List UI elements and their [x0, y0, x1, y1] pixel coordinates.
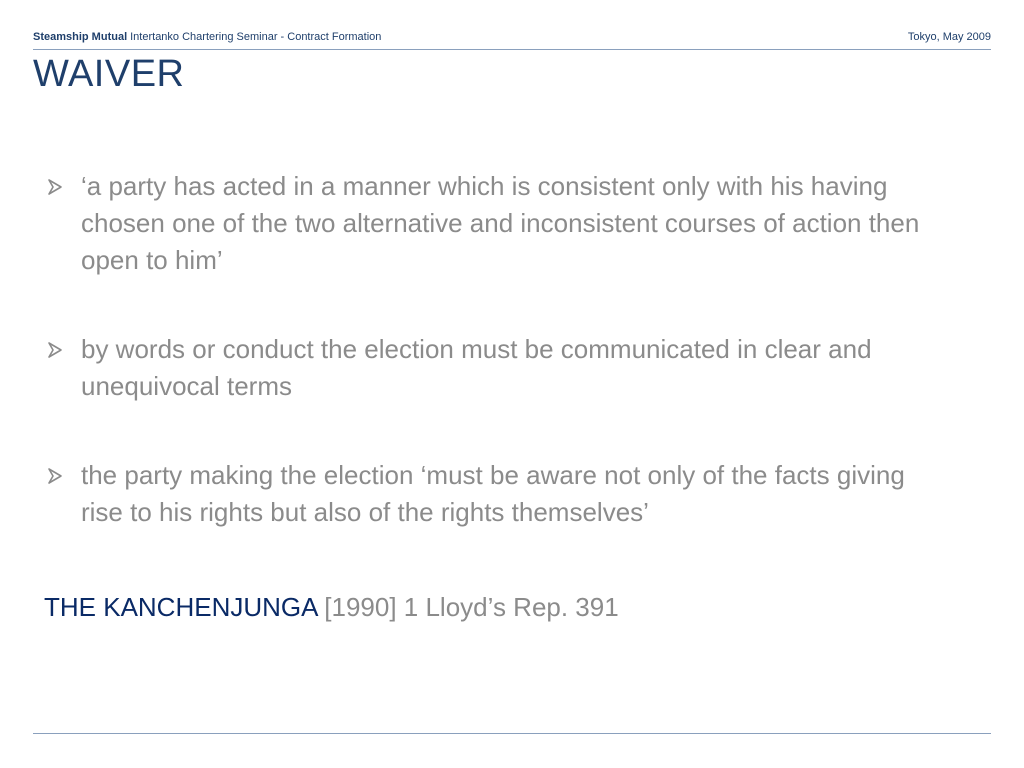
slide-header — [33, 31, 991, 47]
bullet-item — [44, 457, 944, 531]
header-date: Tokyo, May 2009 — [907, 31, 991, 43]
bullet-text: ‘a party has acted in a manner which is consistent only with his having chosen one of the two alternative and inconsistent courses of action then open to him’ — [81, 171, 920, 275]
bullet-list — [44, 168, 944, 531]
case-name: THE KANCHENJUNGA — [44, 592, 318, 622]
bottom-divider — [33, 733, 991, 734]
arrow-bullet-icon — [44, 168, 66, 205]
brand-name: Steamship Mutual — [33, 31, 128, 43]
bullet-text: the party making the election ‘must be aware not only of the facts giving rise to his rights but also of the rights themselves’ — [81, 460, 905, 527]
bullet-item — [44, 331, 944, 405]
header-subtitle: Intertanko Chartering Seminar - Contract Formation — [130, 31, 382, 43]
bullet-text: by words or conduct the election must be communicated in clear and unequivocal terms — [81, 334, 872, 401]
arrow-bullet-icon — [44, 331, 66, 368]
slide-title: WAIVER — [33, 53, 185, 95]
top-divider — [33, 49, 991, 50]
case-citation — [44, 589, 619, 626]
bullet-item — [44, 168, 944, 279]
case-reference: [1990] 1 Lloyd’s Rep. 391 — [324, 592, 619, 622]
arrow-bullet-icon — [44, 457, 66, 494]
